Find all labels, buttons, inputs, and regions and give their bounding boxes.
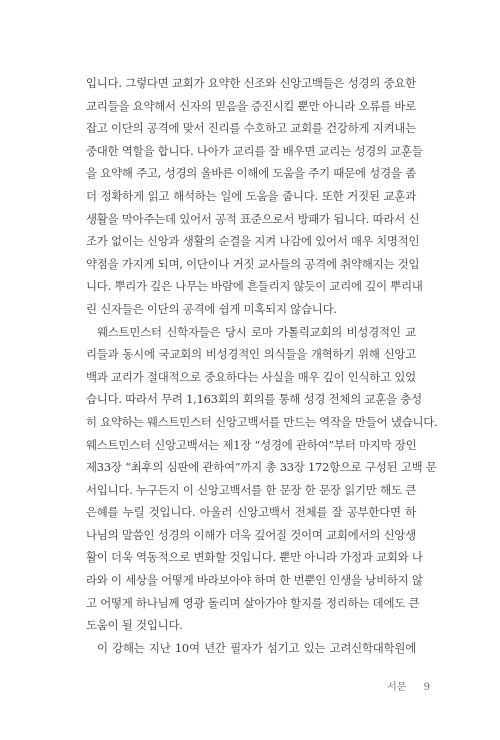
text-line: 고 어떻게 하나님께 영광 돌리며 살아가야 할지를 정리하는 데에도 큰	[86, 595, 420, 610]
text-line: 백과 교리가 절대적으로 중요하다는 사실을 매우 깊이 인식하고 있었	[86, 369, 416, 384]
text-line: 서입니다. 누구든지 이 신앙고백서를 한 문장 한 문장 읽기만 해도 큰	[86, 482, 416, 497]
text-line: 리들과 동시에 국교회의 비성경적인 의식들을 개혁하기 위해 신앙고	[86, 347, 416, 362]
text-line: 더 정확하게 읽고 해석하는 일에 도움을 줍니다. 또한 거짓된 교훈과	[86, 188, 416, 203]
text-line: 도움이 될 것입니다.	[86, 618, 183, 633]
text-line: 입니다. 그렇다면 교회가 요약한 신조와 신앙고백들은 성경의 중요한	[86, 76, 416, 90]
text-line: 습니다. 따라서 무려 1,163회의 회의를 통해 성경 전체의 교훈을 충성	[86, 392, 422, 407]
text-line: 약점을 가지게 되며, 이단이나 거짓 교사들의 공격에 취약해지는 것입	[86, 256, 420, 271]
section-title: 서문	[387, 682, 407, 693]
text-line: 활이 더욱 역동적으로 변화할 것입니다. 뿐만 아니라 가정과 교회와 나	[86, 550, 423, 565]
text-line: 중대한 역할을 합니다. 나아가 교리를 잘 배우면 교리는 성경의 교훈들	[86, 143, 423, 158]
text-line: 나님의 말씀인 성경의 이해가 더욱 깊어질 것이며 교회에서의 신앙생	[86, 527, 416, 542]
text-line: 을 요약해 주고, 성경의 올바른 이해에 도움을 주기 때문에 성경을 좀	[86, 166, 416, 181]
page-footer	[0, 678, 430, 693]
text-line: 은혜를 누릴 것입니다. 아울러 신앙고백서 전체를 잘 공부한다면 하	[86, 505, 416, 520]
text-line: 웨스트민스터 신앙고백서는 제1장 “성경에 관하여”부터 마지막 장인	[86, 437, 417, 452]
text-line: 라와 이 세상을 어떻게 바라보아야 하며 한 번뿐인 인생을 낭비하지 않	[86, 573, 423, 588]
text-line: 교리들을 요약해서 신자의 믿음을 증진시킬 뿐만 아니라 오류를 바로	[86, 98, 416, 113]
text-line: 히 요약하는 웨스트민스터 신앙고백서를 만드는 역작을 만들어 냈습니다.	[86, 414, 438, 429]
text-line: 잡고 이단의 공격에 맞서 진리를 수호하고 교회를 건강하게 지켜내는	[86, 121, 416, 136]
text-line: 조가 없이는 신앙과 생활의 순결을 지켜 나감에 있어서 매우 치명적인	[86, 234, 420, 249]
text-line: 제33장 “최후의 심판에 관하여”까지 총 33장 172항으로 구성된 고백 문	[86, 460, 437, 475]
text-line: 웨스트민스터 신학자들은 당시 로마 가톨릭교회의 비성경적인 교	[97, 324, 416, 339]
text-line: 생활을 막아주는데 있어서 공적 표준으로서 방패가 됩니다. 따라서 신	[86, 211, 420, 226]
text-line: 린 신자들은 이단의 공격에 쉽게 미혹되지 않습니다.	[86, 301, 337, 316]
body-text	[86, 72, 438, 659]
page-number: 9	[423, 682, 430, 693]
text-line: 니다. 뿌리가 깊은 나무는 바람에 흔들리지 않듯이 교리에 깊이 뿌리내	[86, 279, 423, 294]
text-line: 이 강해는 지난 10여 년간 필자가 섬기고 있는 고려신학대학원에	[97, 640, 416, 655]
